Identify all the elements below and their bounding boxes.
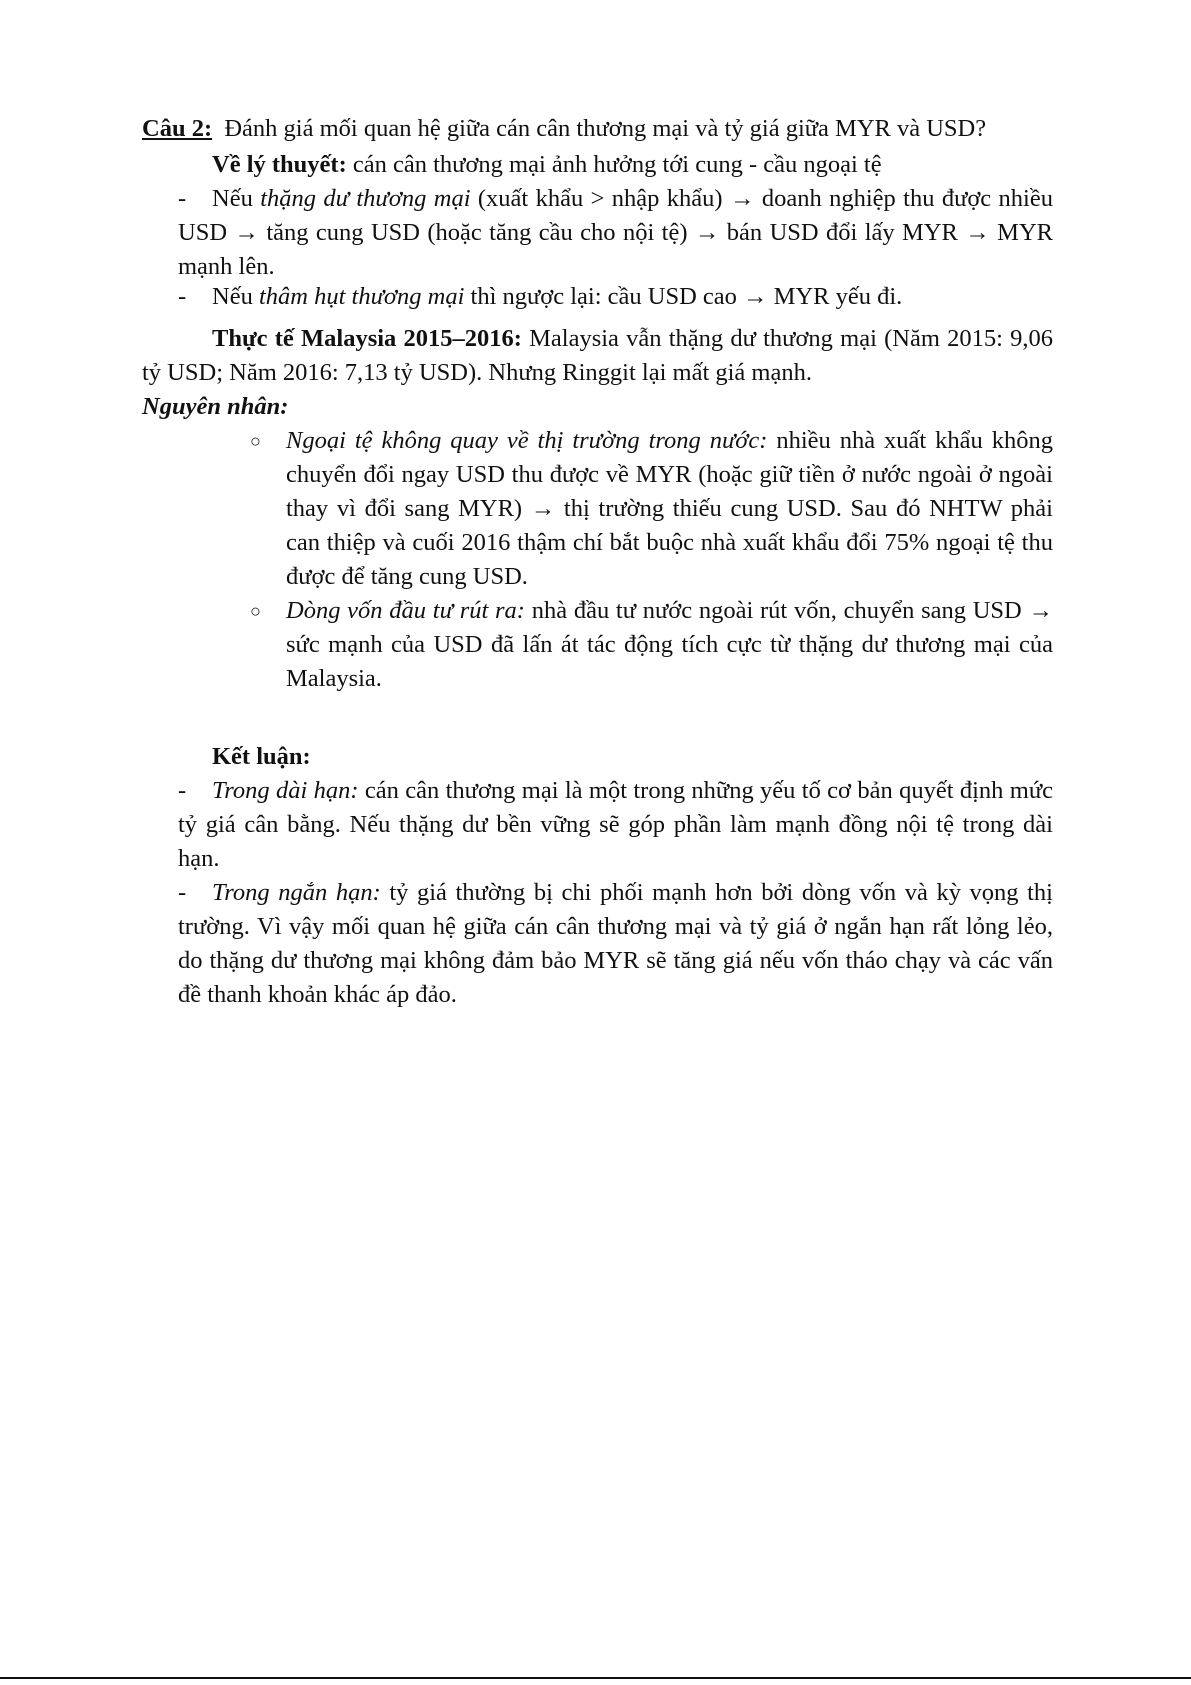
conclusion-item-1-term: Trong dài hạn:	[212, 777, 359, 804]
conclusion-item-1-text: cán cân thương mại là một trong những yếu tố cơ bản quyết định mức tỷ giá cân bằng. Nếu thặng dư bền vững sẽ góp phần làm mạnh đồng nội tệ trong dài hạn.	[178, 777, 1053, 872]
conclusion-item-2-text: tỷ giá thường bị chi phối mạnh hơn bởi dòng vốn và kỳ vọng thị trường. Vì vậy mối quan hệ giữa cán cân thương mại và tỷ giá ở ngắn hạn rất lỏng lẻo, do thặng dư thương mại không đảm bảo MYR sẽ tăng giá nếu vốn tháo chạy và các vấn đề thanh khoản khác áp đảo.	[178, 879, 1053, 1008]
theory-item-1-text: (xuất khẩu > nhập khẩu) → doanh nghiệp thu được nhiều USD → tăng cung USD (hoặc tăng cầu cho nội tệ) → bán USD đổi lấy MYR → MYR mạnh lên.	[178, 185, 1053, 280]
cause-text: nhà đầu tư nước ngoài rút vốn, chuyển sang USD → sức mạnh của USD đã lấn át tác động tích cực từ thặng dư thương mại của Malaysia.	[286, 597, 1053, 692]
dash-marker: -	[178, 777, 187, 804]
question-label: Câu 2:	[142, 115, 213, 142]
theory-item-1-lead: Nếu	[212, 185, 261, 212]
question-line	[142, 112, 1062, 146]
dash-marker: -	[178, 185, 187, 212]
theory-item-2-text: thì ngược lại: cầu USD cao → MYR yếu đi.	[464, 283, 903, 310]
conclusion-item-2	[178, 876, 1053, 1012]
reality-paragraph	[142, 322, 1053, 390]
conclusion-heading: Kết luận:	[212, 743, 311, 770]
list-item	[250, 594, 1053, 696]
cause-title: Dòng vốn đầu tư rút ra:	[286, 597, 525, 624]
dash-marker: -	[178, 283, 187, 310]
theory-line	[212, 148, 882, 182]
conclusion-item-1	[178, 774, 1053, 876]
causes-heading-line	[142, 390, 288, 424]
theory-intro: cán cân thương mại ảnh hưởng tới cung - cầu ngoại tệ	[352, 151, 882, 178]
conclusion-heading-line	[212, 740, 311, 774]
question-text: Đánh giá mối quan hệ giữa cán cân thương mại và tỷ giá giữa MYR và USD?	[224, 115, 987, 142]
reality-text: Malaysia vẫn thặng dư thương mại (Năm 2015: 9,06 tỷ USD; Năm 2016: 7,13 tỷ USD). Nhưng Ringgit lại mất giá mạnh.	[142, 325, 1053, 386]
theory-heading: Về lý thuyết:	[212, 151, 347, 178]
theory-item-2-term: thâm hụt thương mại	[258, 283, 465, 310]
causes-list	[250, 424, 1053, 696]
causes-heading: Nguyên nhân:	[142, 393, 289, 420]
dash-marker: -	[178, 879, 187, 906]
theory-item-2-lead: Nếu	[212, 283, 259, 310]
theory-item-1	[178, 182, 1053, 284]
bottom-rule	[0, 1677, 1191, 1679]
cause-title: Ngoại tệ không quay về thị trường trong nước:	[286, 427, 768, 454]
reality-heading: Thực tế Malaysia 2015–2016:	[212, 325, 522, 352]
theory-item-1-term: thặng dư thương mại	[260, 185, 471, 212]
theory-item-2	[178, 280, 1053, 314]
circle-bullet-icon: ○	[250, 431, 261, 451]
list-item	[250, 424, 1053, 594]
cause-text: nhiều nhà xuất khẩu không chuyển đổi ngay USD thu được về MYR (hoặc giữ tiền ở nước ngoài ở ngoài thay vì đổi sang MYR) → thị trường thiếu cung USD. Sau đó NHTW phải can thiệp và cuối 2016 thậm chí bắt buộc nhà xuất khẩu đổi 75% ngoại tệ thu được để tăng cung USD.	[286, 427, 1053, 590]
circle-bullet-icon: ○	[250, 601, 261, 621]
conclusion-item-2-term: Trong ngắn hạn:	[212, 879, 381, 906]
